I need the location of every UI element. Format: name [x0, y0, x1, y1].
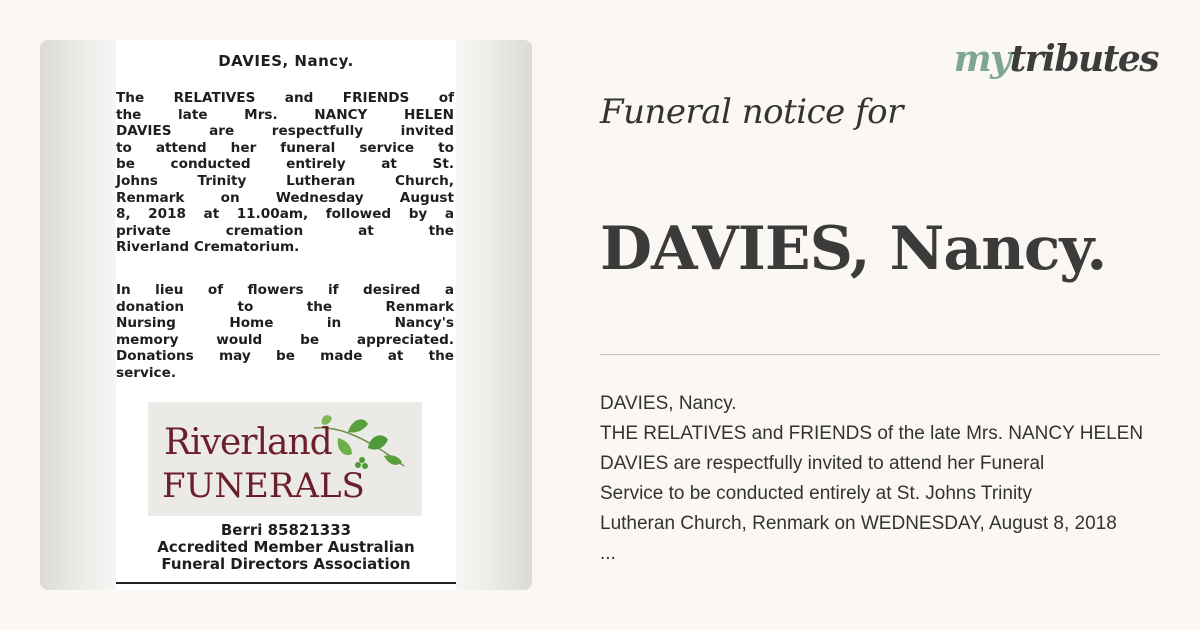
mytributes-logo[interactable] — [954, 38, 1158, 80]
logo-riverland-text: Riverland — [164, 422, 332, 463]
excerpt-ellipsis: ... — [600, 543, 616, 564]
clipping-line: Donations may be made at the — [116, 348, 454, 365]
image-shadow-right — [456, 40, 532, 590]
clipping-line: private cremation at the — [116, 222, 454, 239]
clipping-line: be conducted entirely at St. — [116, 156, 454, 173]
clipping-paragraph-2 — [116, 282, 456, 382]
brand-part-tributes: tributes — [1009, 38, 1158, 80]
clipping-line: donation to the Renmark — [116, 298, 454, 315]
excerpt-line: DAVIES are respectfully invited to attend her Funeral — [600, 453, 1045, 474]
excerpt-line: Lutheran Church, Renmark on WEDNESDAY, August 8, 2018 — [600, 513, 1117, 534]
clipping-line: The RELATIVES and FRIENDS of — [116, 90, 454, 106]
excerpt-line: THE RELATIVES and FRIENDS of the late Mrs. NANCY HELEN — [600, 423, 1144, 444]
clipping-line: memory would be appreciated. — [116, 331, 454, 348]
contact-phone: Berri 85821333 — [220, 521, 352, 539]
clipping-line: In lieu of flowers if desired a — [116, 282, 454, 298]
clipping-contact — [116, 522, 456, 573]
clipping-line: service. — [116, 364, 176, 381]
clipping-line: to attend her funeral service to — [116, 139, 454, 156]
deceased-name-title: DAVIES, Nancy. — [600, 214, 1107, 284]
clipping-line: Johns Trinity Lutheran Church, — [116, 172, 454, 189]
clipping-heading: DAVIES, Nancy. — [218, 52, 354, 70]
brand-part-my: my — [953, 38, 1010, 80]
excerpt-line: Service to be conducted entirely at St. Johns Trinity — [600, 483, 1032, 504]
clipping-line: Nursing Home in Nancy's — [116, 315, 454, 332]
clipping-line: Riverland Crematorium. — [116, 239, 300, 256]
newspaper-clipping — [116, 40, 456, 590]
divider — [600, 354, 1160, 355]
clipping-line: DAVIES are respectfully invited — [116, 123, 454, 140]
clipping-rule — [116, 582, 456, 584]
riverland-funerals-logo — [148, 402, 422, 516]
clipping-line: the late Mrs. NANCY HELEN — [116, 106, 454, 123]
notice-image — [40, 40, 532, 590]
excerpt-line: DAVIES, Nancy. — [600, 393, 737, 414]
notice-excerpt — [600, 389, 1180, 569]
logo-funerals-text: FUNERALS — [162, 466, 365, 506]
notice-subtitle: Funeral notice for — [600, 92, 903, 132]
clipping-paragraph-1 — [116, 90, 456, 256]
contact-membership: Accredited Member Australian — [157, 538, 415, 556]
clipping-line: 8, 2018 at 11.00am, followed by a — [116, 206, 454, 223]
image-shadow-left — [40, 40, 116, 590]
clipping-line: Renmark on Wednesday August — [116, 189, 454, 206]
contact-association: Funeral Directors Association — [161, 555, 411, 573]
